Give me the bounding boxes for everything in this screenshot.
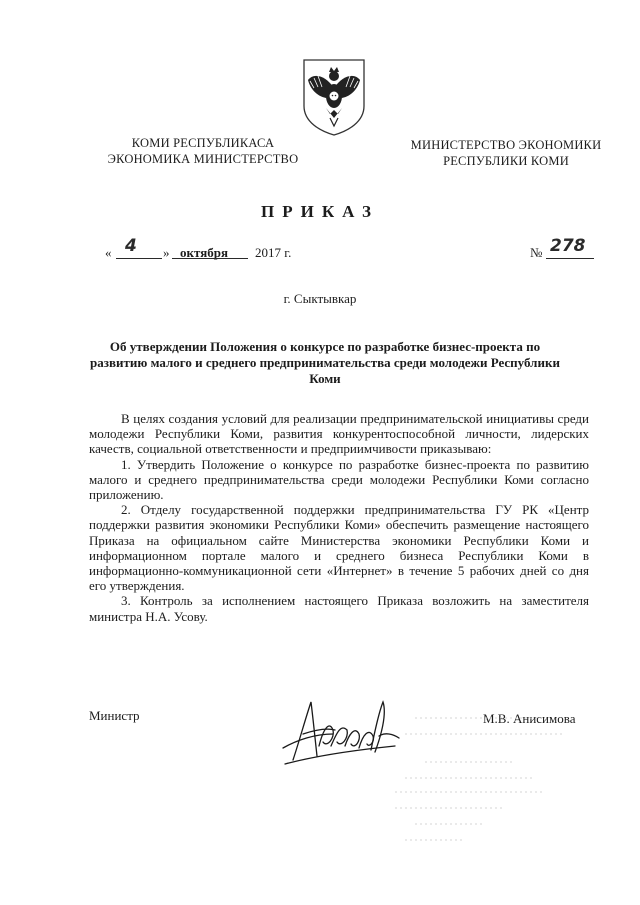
- date-year: 2017 г.: [255, 245, 292, 260]
- date-month-underline: [172, 258, 248, 259]
- ministry-name-russian-line1: МИНИСТЕРСТВО ЭКОНОМИКИ: [410, 138, 602, 152]
- date-open-quote: «: [105, 245, 112, 260]
- signatory-name: М.В. Анисимова: [483, 711, 576, 726]
- city: г. Сыктывкар: [283, 291, 357, 306]
- order-item-3: 3. Контроль за исполнением настоящего Приказа возложить на заместителя министра Н.А. Усову.: [89, 593, 589, 624]
- ministry-name-komi: [92, 135, 314, 167]
- date-month: октября: [180, 245, 229, 260]
- date-day: 4: [125, 236, 137, 256]
- ministry-name-russian: [393, 137, 619, 169]
- order-item-1: 1. Утвердить Положение о конкурсе по разработке бизнес-проекта по развитию малого и среднего предпринимательства среди молодежи Республики Коми согласно приложению.: [89, 456, 589, 503]
- ministry-name-russian-line2: РЕСПУБЛИКИ КОМИ: [443, 154, 569, 168]
- order-item-2: 2. Отделу государственной поддержки предпринимательства ГУ РК «Центр поддержки развития экономики Республики Коми» обеспечить размещение настоящего Приказа на официальном сайте Министерства экономики Республики Коми и информационном портале малого и среднего бизнеса Республики Коми в информационно-коммуникационной сети «Интернет» в течение 5 рабочих дней со дня его утверждения.: [89, 502, 589, 594]
- coat-of-arms-komi-icon: [300, 58, 368, 136]
- number-sign: №: [530, 245, 543, 260]
- document-title: ПРИКАЗ: [261, 202, 379, 221]
- order-body: [89, 411, 589, 624]
- signatory-position: Министр: [89, 708, 140, 723]
- order-number-underline: [546, 258, 594, 259]
- order-number: 278: [550, 236, 586, 256]
- date-day-underline: [116, 258, 162, 259]
- ministry-name-komi-line1: КОМИ РЕСПУБЛИКАСА: [131, 136, 275, 150]
- ministry-name-komi-line2: ЭКОНОМИКА МИНИСТЕРСТВО: [107, 152, 299, 166]
- date-close-quote: »: [163, 245, 170, 260]
- show-through-marks: [395, 712, 595, 872]
- intro-paragraph: В целях создания условий для реализации предпринимательской инициативы среди молодежи Республики Коми, развития конкурентоспособной личности, лидерских качеств, социальной ответственности и предприимчивости приказываю:: [89, 411, 589, 457]
- handwritten-signature: [275, 690, 415, 770]
- order-subject: Об утверждении Положения о конкурсе по разработке бизнес-проекта по развитию малого и среднего предпринимательства среди молодежи Республики Коми: [90, 339, 560, 386]
